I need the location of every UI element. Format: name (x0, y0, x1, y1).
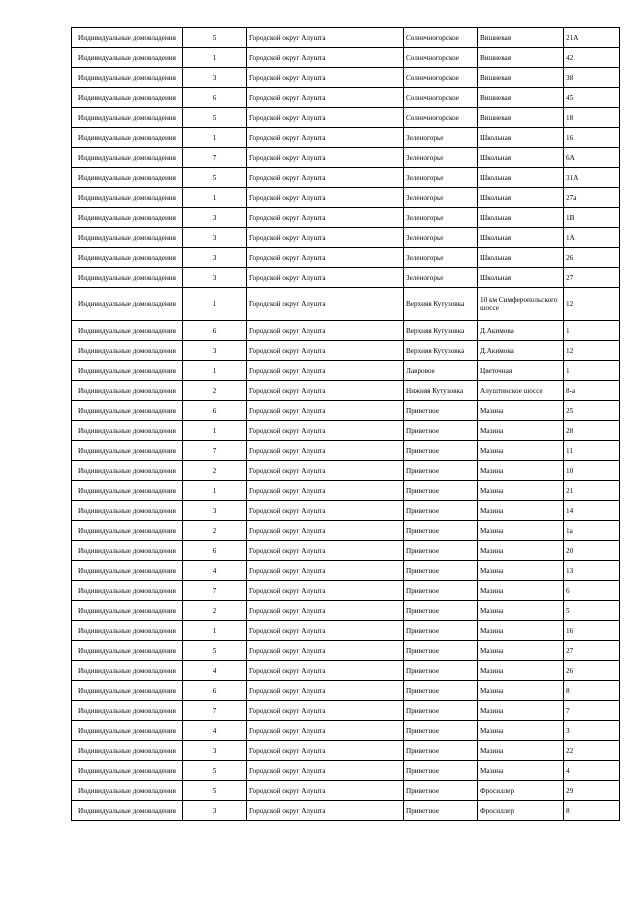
cell-count: 1 (183, 288, 247, 321)
cell-count: 1 (183, 621, 247, 641)
cell-settlement: Верхняя Кутузовка (404, 321, 478, 341)
cell-settlement: Приветное (404, 601, 478, 621)
cell-district: Городской округ Алушта (247, 481, 404, 501)
cell-house-number: 27 (564, 268, 620, 288)
cell-count: 5 (183, 761, 247, 781)
cell-district: Городской округ Алушта (247, 148, 404, 168)
cell-house-number: 26 (564, 248, 620, 268)
table-row (72, 461, 620, 481)
table-row (72, 288, 620, 321)
cell-street: Мазина (478, 561, 564, 581)
cell-settlement: Приветное (404, 461, 478, 481)
cell-count: 3 (183, 501, 247, 521)
cell-street: Мазина (478, 681, 564, 701)
cell-street: Мазина (478, 621, 564, 641)
cell-settlement: Нижняя Кутузовка (404, 381, 478, 401)
cell-street: Мазина (478, 601, 564, 621)
cell-house-number: 28 (564, 421, 620, 441)
table-row (72, 621, 620, 641)
cell-street: Мазина (478, 461, 564, 481)
cell-count: 4 (183, 721, 247, 741)
cell-district: Городской округ Алушта (247, 521, 404, 541)
cell-street: Школьная (478, 268, 564, 288)
cell-street: Мазина (478, 721, 564, 741)
cell-settlement: Зеленогорье (404, 268, 478, 288)
cell-settlement: Приветное (404, 741, 478, 761)
table-row (72, 601, 620, 621)
cell-district: Городской округ Алушта (247, 361, 404, 381)
cell-district: Городской округ Алушта (247, 128, 404, 148)
table-row (72, 501, 620, 521)
cell-settlement: Приветное (404, 621, 478, 641)
cell-count: 1 (183, 361, 247, 381)
cell-settlement: Зеленогорье (404, 128, 478, 148)
cell-street: 10 км Симферопольского шоссе (478, 288, 564, 321)
cell-settlement: Приветное (404, 421, 478, 441)
cell-building-type: Индивидуальные домовладения (72, 361, 183, 381)
table-body (72, 28, 620, 821)
cell-district: Городской округ Алушта (247, 421, 404, 441)
cell-building-type: Индивидуальные домовладения (72, 228, 183, 248)
cell-district: Городской округ Алушта (247, 781, 404, 801)
cell-street: Мазина (478, 701, 564, 721)
cell-street: Мазина (478, 481, 564, 501)
cell-building-type: Индивидуальные домовладения (72, 781, 183, 801)
cell-house-number: 42 (564, 48, 620, 68)
cell-district: Городской округ Алушта (247, 641, 404, 661)
cell-street: Школьная (478, 228, 564, 248)
cell-building-type: Индивидуальные домовладения (72, 581, 183, 601)
cell-street: Мазина (478, 581, 564, 601)
cell-building-type: Индивидуальные домовладения (72, 621, 183, 641)
cell-count: 2 (183, 601, 247, 621)
table-row (72, 721, 620, 741)
cell-street: Школьная (478, 168, 564, 188)
cell-street: Мазина (478, 641, 564, 661)
cell-building-type: Индивидуальные домовладения (72, 741, 183, 761)
cell-building-type: Индивидуальные домовладения (72, 421, 183, 441)
cell-settlement: Солнечногорское (404, 48, 478, 68)
cell-street: Д.Акимова (478, 321, 564, 341)
cell-house-number: 3 (564, 721, 620, 741)
cell-district: Городской округ Алушта (247, 621, 404, 641)
cell-count: 7 (183, 148, 247, 168)
cell-house-number: 8 (564, 801, 620, 821)
cell-house-number: 6А (564, 148, 620, 168)
cell-count: 6 (183, 88, 247, 108)
cell-house-number: 4 (564, 761, 620, 781)
housing-table (71, 27, 620, 821)
cell-street: Алуштинское шоссе (478, 381, 564, 401)
cell-count: 5 (183, 641, 247, 661)
table-row (72, 581, 620, 601)
cell-street: Школьная (478, 248, 564, 268)
table-row (72, 188, 620, 208)
cell-district: Городской округ Алушта (247, 321, 404, 341)
cell-street: Фросиллер (478, 781, 564, 801)
cell-street: Вишневая (478, 88, 564, 108)
cell-street: Школьная (478, 188, 564, 208)
cell-district: Городской округ Алушта (247, 108, 404, 128)
cell-district: Городской округ Алушта (247, 248, 404, 268)
cell-district: Городской округ Алушта (247, 761, 404, 781)
cell-building-type: Индивидуальные домовладения (72, 661, 183, 681)
cell-building-type: Индивидуальные домовладения (72, 148, 183, 168)
cell-settlement: Приветное (404, 761, 478, 781)
cell-house-number: 10 (564, 461, 620, 481)
cell-district: Городской округ Алушта (247, 208, 404, 228)
table-row (72, 801, 620, 821)
cell-street: Вишневая (478, 48, 564, 68)
cell-street: Школьная (478, 148, 564, 168)
cell-house-number: 13 (564, 561, 620, 581)
table-row (72, 401, 620, 421)
cell-street: Школьная (478, 208, 564, 228)
cell-house-number: 38 (564, 68, 620, 88)
cell-street: Д.Акимова (478, 341, 564, 361)
cell-building-type: Индивидуальные домовладения (72, 68, 183, 88)
cell-settlement: Лавровое (404, 361, 478, 381)
cell-building-type: Индивидуальные домовладения (72, 721, 183, 741)
cell-street: Вишневая (478, 108, 564, 128)
cell-settlement: Приветное (404, 801, 478, 821)
cell-house-number: 16 (564, 128, 620, 148)
table-row (72, 381, 620, 401)
cell-settlement: Зеленогорье (404, 168, 478, 188)
cell-building-type: Индивидуальные домовладения (72, 801, 183, 821)
cell-house-number: 12 (564, 341, 620, 361)
cell-count: 2 (183, 521, 247, 541)
cell-building-type: Индивидуальные домовладения (72, 381, 183, 401)
cell-building-type: Индивидуальные домовладения (72, 208, 183, 228)
cell-house-number: 1 (564, 361, 620, 381)
table-row (72, 168, 620, 188)
cell-settlement: Приветное (404, 641, 478, 661)
cell-house-number: 25 (564, 401, 620, 421)
cell-street: Мазина (478, 741, 564, 761)
table-row (72, 681, 620, 701)
cell-count: 7 (183, 581, 247, 601)
cell-district: Городской округ Алушта (247, 28, 404, 48)
cell-house-number: 6 (564, 581, 620, 601)
cell-street: Мазина (478, 501, 564, 521)
cell-district: Городской округ Алушта (247, 721, 404, 741)
cell-building-type: Индивидуальные домовладения (72, 268, 183, 288)
table-row (72, 128, 620, 148)
cell-street: Школьная (478, 128, 564, 148)
cell-settlement: Зеленогорье (404, 188, 478, 208)
cell-house-number: 20 (564, 541, 620, 561)
cell-district: Городской округ Алушта (247, 501, 404, 521)
cell-house-number: 21А (564, 28, 620, 48)
table-row (72, 321, 620, 341)
table-row (72, 148, 620, 168)
cell-house-number: 7 (564, 701, 620, 721)
cell-house-number: 45 (564, 88, 620, 108)
cell-count: 3 (183, 801, 247, 821)
cell-district: Городской округ Алушта (247, 268, 404, 288)
cell-count: 5 (183, 28, 247, 48)
cell-house-number: 1А (564, 228, 620, 248)
table-row (72, 268, 620, 288)
cell-street: Мазина (478, 421, 564, 441)
cell-district: Городской округ Алушта (247, 341, 404, 361)
cell-settlement: Зеленогорье (404, 248, 478, 268)
cell-street: Вишневая (478, 68, 564, 88)
cell-district: Городской округ Алушта (247, 601, 404, 621)
cell-building-type: Индивидуальные домовладения (72, 401, 183, 421)
cell-settlement: Приветное (404, 541, 478, 561)
cell-street: Вишневая (478, 28, 564, 48)
cell-building-type: Индивидуальные домовладения (72, 321, 183, 341)
cell-building-type: Индивидуальные домовладения (72, 108, 183, 128)
cell-street: Фросиллер (478, 801, 564, 821)
cell-settlement: Солнечногорское (404, 28, 478, 48)
cell-building-type: Индивидуальные домовладения (72, 541, 183, 561)
cell-district: Городской округ Алушта (247, 381, 404, 401)
table-row (72, 28, 620, 48)
cell-building-type: Индивидуальные домовладения (72, 441, 183, 461)
cell-building-type: Индивидуальные домовладения (72, 561, 183, 581)
cell-district: Городской округ Алушта (247, 228, 404, 248)
cell-building-type: Индивидуальные домовладения (72, 461, 183, 481)
cell-count: 6 (183, 321, 247, 341)
cell-settlement: Приветное (404, 721, 478, 741)
cell-count: 5 (183, 168, 247, 188)
cell-building-type: Индивидуальные домовладения (72, 288, 183, 321)
cell-building-type: Индивидуальные домовладения (72, 701, 183, 721)
cell-building-type: Индивидуальные домовладения (72, 681, 183, 701)
table-row (72, 741, 620, 761)
table-row (72, 361, 620, 381)
cell-house-number: 14 (564, 501, 620, 521)
cell-building-type: Индивидуальные домовладения (72, 521, 183, 541)
cell-district: Городской округ Алушта (247, 681, 404, 701)
table-row (72, 228, 620, 248)
cell-count: 5 (183, 781, 247, 801)
cell-building-type: Индивидуальные домовладения (72, 501, 183, 521)
cell-count: 2 (183, 461, 247, 481)
cell-settlement: Зеленогорье (404, 208, 478, 228)
cell-house-number: 1В (564, 208, 620, 228)
cell-house-number: 31А (564, 168, 620, 188)
cell-building-type: Индивидуальные домовладения (72, 168, 183, 188)
cell-building-type: Индивидуальные домовладения (72, 248, 183, 268)
cell-count: 3 (183, 741, 247, 761)
cell-settlement: Приветное (404, 501, 478, 521)
cell-house-number: 27 (564, 641, 620, 661)
table-row (72, 521, 620, 541)
cell-building-type: Индивидуальные домовладения (72, 341, 183, 361)
cell-house-number: 5 (564, 601, 620, 621)
cell-house-number: 12 (564, 288, 620, 321)
cell-count: 6 (183, 541, 247, 561)
cell-settlement: Зеленогорье (404, 148, 478, 168)
table-row (72, 541, 620, 561)
cell-district: Городской округ Алушта (247, 581, 404, 601)
cell-settlement: Приветное (404, 481, 478, 501)
cell-count: 3 (183, 248, 247, 268)
cell-house-number: 22 (564, 741, 620, 761)
cell-count: 7 (183, 441, 247, 461)
cell-count: 3 (183, 208, 247, 228)
cell-street: Мазина (478, 541, 564, 561)
cell-count: 4 (183, 661, 247, 681)
cell-settlement: Приветное (404, 401, 478, 421)
cell-count: 1 (183, 421, 247, 441)
cell-building-type: Индивидуальные домовладения (72, 481, 183, 501)
cell-settlement: Приветное (404, 681, 478, 701)
cell-district: Городской округ Алушта (247, 661, 404, 681)
cell-count: 5 (183, 108, 247, 128)
cell-district: Городской округ Алушта (247, 48, 404, 68)
cell-settlement: Солнечногорское (404, 88, 478, 108)
table-row (72, 641, 620, 661)
table-row (72, 48, 620, 68)
cell-house-number: 27а (564, 188, 620, 208)
cell-district: Городской округ Алушта (247, 401, 404, 421)
cell-district: Городской округ Алушта (247, 168, 404, 188)
cell-settlement: Приветное (404, 441, 478, 461)
cell-street: Мазина (478, 761, 564, 781)
cell-house-number: 29 (564, 781, 620, 801)
cell-street: Мазина (478, 521, 564, 541)
cell-settlement: Приветное (404, 561, 478, 581)
cell-street: Мазина (478, 401, 564, 421)
table-row (72, 248, 620, 268)
table-row (72, 88, 620, 108)
cell-count: 3 (183, 228, 247, 248)
cell-district: Городской округ Алушта (247, 741, 404, 761)
cell-house-number: 21 (564, 481, 620, 501)
cell-building-type: Индивидуальные домовладения (72, 761, 183, 781)
cell-house-number: 1а (564, 521, 620, 541)
cell-settlement: Приветное (404, 781, 478, 801)
cell-count: 6 (183, 401, 247, 421)
cell-settlement: Верхняя Кутузовка (404, 341, 478, 361)
cell-count: 1 (183, 188, 247, 208)
cell-building-type: Индивидуальные домовладения (72, 128, 183, 148)
cell-settlement: Приветное (404, 661, 478, 681)
cell-count: 3 (183, 341, 247, 361)
cell-count: 1 (183, 481, 247, 501)
cell-street: Мазина (478, 441, 564, 461)
cell-building-type: Индивидуальные домовладения (72, 601, 183, 621)
cell-house-number: 18 (564, 108, 620, 128)
cell-count: 1 (183, 48, 247, 68)
cell-count: 2 (183, 381, 247, 401)
cell-street: Мазина (478, 661, 564, 681)
table-row (72, 108, 620, 128)
cell-settlement: Солнечногорское (404, 108, 478, 128)
cell-house-number: 26 (564, 661, 620, 681)
cell-district: Городской округ Алушта (247, 88, 404, 108)
cell-building-type: Индивидуальные домовладения (72, 641, 183, 661)
cell-district: Городской округ Алушта (247, 801, 404, 821)
cell-settlement: Верхняя Кутузовка (404, 288, 478, 321)
table-row (72, 441, 620, 461)
cell-count: 3 (183, 68, 247, 88)
cell-count: 7 (183, 701, 247, 721)
cell-count: 3 (183, 268, 247, 288)
cell-district: Городской округ Алушта (247, 461, 404, 481)
cell-house-number: 11 (564, 441, 620, 461)
cell-building-type: Индивидуальные домовладения (72, 88, 183, 108)
cell-district: Городской округ Алушта (247, 68, 404, 88)
cell-street: Цветочная (478, 361, 564, 381)
table-row (72, 701, 620, 721)
cell-house-number: 8-а (564, 381, 620, 401)
cell-count: 6 (183, 681, 247, 701)
cell-district: Городской округ Алушта (247, 441, 404, 461)
cell-house-number: 8 (564, 681, 620, 701)
table-row (72, 761, 620, 781)
cell-district: Городской округ Алушта (247, 541, 404, 561)
cell-building-type: Индивидуальные домовладения (72, 28, 183, 48)
cell-building-type: Индивидуальные домовладения (72, 188, 183, 208)
cell-settlement: Приветное (404, 581, 478, 601)
cell-house-number: 16 (564, 621, 620, 641)
cell-count: 4 (183, 561, 247, 581)
cell-settlement: Солнечногорское (404, 68, 478, 88)
cell-district: Городской округ Алушта (247, 288, 404, 321)
cell-house-number: 1 (564, 321, 620, 341)
cell-count: 1 (183, 128, 247, 148)
table-row (72, 561, 620, 581)
table-row (72, 208, 620, 228)
cell-settlement: Приветное (404, 701, 478, 721)
cell-district: Городской округ Алушта (247, 561, 404, 581)
cell-district: Городской округ Алушта (247, 701, 404, 721)
table-row (72, 341, 620, 361)
table-row (72, 68, 620, 88)
cell-settlement: Приветное (404, 521, 478, 541)
table-row (72, 421, 620, 441)
cell-building-type: Индивидуальные домовладения (72, 48, 183, 68)
cell-district: Городской округ Алушта (247, 188, 404, 208)
table-row (72, 661, 620, 681)
cell-settlement: Зеленогорье (404, 228, 478, 248)
table-row (72, 481, 620, 501)
table-row (72, 781, 620, 801)
